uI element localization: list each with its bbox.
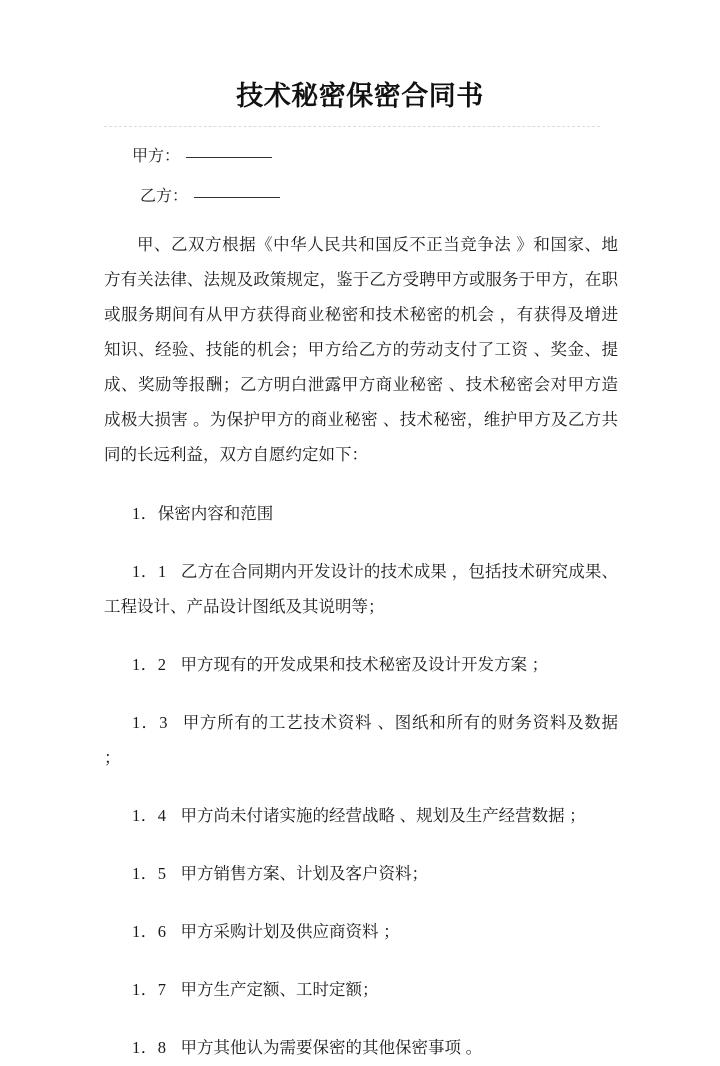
clause-text-1-7: 甲方生产定额、工时定额； bbox=[180, 981, 379, 999]
document-title: 技术秘密保密合同书 bbox=[236, 81, 484, 111]
section-title-1: 保密内容和范围 bbox=[157, 505, 274, 523]
clause-number-1-6: 1．6 bbox=[132, 922, 167, 941]
section-heading-1 bbox=[104, 496, 618, 532]
clause-text-1-6: 甲方采购计划及供应商资料 ； bbox=[180, 923, 400, 941]
clause-number-1-2: 1．2 bbox=[132, 655, 167, 674]
clause-text-1-4: 甲方尚未付诸实施的经营战略 、规划及生产经营数据 ； bbox=[180, 807, 586, 825]
section-number-1: 1． bbox=[132, 504, 158, 523]
preamble-paragraph: 甲、乙双方根据《中华人民共和国反不正当竞争法 》和国家、地方有关法律、法规及政策规定，鉴于乙方受聘甲方或服务于甲方，在职或服务期间有从甲方获得商业秘密和技术秘密的机会 ，有获得及增进知识、经验、技能的机会；甲方给乙方的劳动支付了工资 、奖金、提成、奖励等报酬；乙方明白泄露甲方商业秘密 、技术秘密会对甲方造成极大损害 。为保护甲方的商业秘密 、技术秘密，维护甲方及乙方共同的长远利益，双方自愿约定如下： bbox=[104, 236, 618, 464]
clause-number-1-1: 1．1 bbox=[132, 562, 167, 581]
clause-text-1-5: 甲方销售方案、计划及客户资料； bbox=[180, 865, 428, 883]
clause-number-1-3: 1．3 bbox=[132, 713, 168, 732]
clause-1-1 bbox=[104, 554, 618, 625]
clause-1-6 bbox=[104, 914, 618, 950]
clause-1-2 bbox=[104, 647, 618, 683]
party-row-jiafang bbox=[104, 146, 616, 168]
clause-1-4 bbox=[104, 798, 618, 834]
party-blank-jiafang[interactable] bbox=[186, 157, 272, 158]
clause-1-7 bbox=[104, 972, 618, 1008]
document-body bbox=[104, 228, 618, 1066]
clause-number-1-7: 1．7 bbox=[132, 980, 167, 999]
clause-1-5 bbox=[104, 856, 618, 892]
party-label-jiafang: 甲方： bbox=[132, 148, 181, 165]
clause-text-1-8: 甲方其他认为需要保密的其他保密事项 。 bbox=[180, 1039, 483, 1057]
clause-number-1-4: 1．4 bbox=[132, 806, 167, 825]
clause-text-1-1: 乙方在合同期内开发设计的技术成果 ，包括技术研究成果、工程设计、产品设计图纸及其说明等； bbox=[104, 563, 619, 616]
title-separator-rule bbox=[104, 126, 600, 127]
party-blank-yifang[interactable] bbox=[194, 197, 280, 198]
clause-1-8 bbox=[104, 1030, 618, 1066]
clause-number-1-5: 1．5 bbox=[132, 864, 167, 883]
clause-text-1-2: 甲方现有的开发成果和技术秘密及设计开发方案 ； bbox=[180, 656, 549, 674]
party-row-yifang bbox=[104, 186, 616, 208]
party-label-yifang: 乙方： bbox=[140, 188, 189, 205]
clause-text-1-3: 甲方所有的工艺技术资料 、图纸和所有的财务资料及数据 ； bbox=[104, 714, 619, 767]
clause-number-1-8: 1．8 bbox=[132, 1038, 167, 1057]
party-block bbox=[104, 146, 616, 208]
clause-1-3 bbox=[104, 705, 618, 776]
